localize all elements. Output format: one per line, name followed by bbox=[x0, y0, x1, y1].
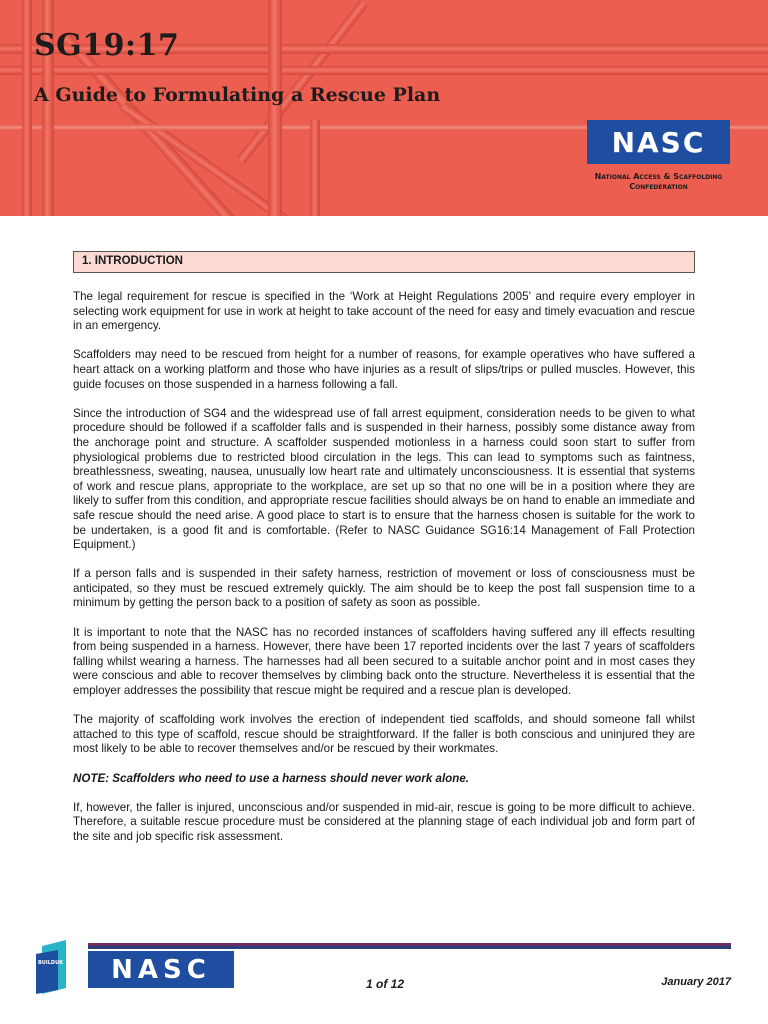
paragraph: If a person falls and is suspended in their safety harness, restriction of movement or loss of consciousness must be anticipated, so they must be rescued extremely quickly. The aim should be to keep the post fall suspension time to a minimum by getting the person back to a position of safety as soon as possible. bbox=[73, 567, 695, 610]
badge-label: BUILDUK bbox=[38, 960, 64, 966]
paragraph: The majority of scaffolding work involves the erection of independent tied scaffolds, and should someone fall whilst attached to this type of scaffold, rescue should be straightforward. If the faller is both conscious and uninjured they are most likely to be able to recover themselves and/or be rescued by their workmates. bbox=[73, 713, 695, 756]
header-banner bbox=[0, 0, 768, 216]
safety-note: NOTE: Scaffolders who need to use a harness should never work alone. bbox=[73, 771, 470, 785]
scaffold-pipe bbox=[22, 0, 32, 216]
nasc-logo: NASC bbox=[587, 120, 730, 164]
builduk-badge-icon bbox=[36, 940, 68, 996]
scaffold-pipe bbox=[310, 120, 320, 216]
scaffold-pipe bbox=[0, 66, 768, 75]
paragraph: Since the introduction of SG4 and the widespread use of fall arrest equipment, consideration needs to be given to what procedure should be followed if a scaffolder falls and is suspended in their harness, possibly some distance away from the anchorage point and structure. A scaffolder suspended motionless in a harness could soon start to suffer from physiological problems due to restricted blood circulation in the legs. This can lead to symptoms such as faintness, breathlessness, sweating, nausea, unusually low heart rate and ultimately unconsciousness. It is essential that systems of work and rescue plans, appropriate to the workplace, are set up so that no one will be in a position where they are likely to suffer from this condition, and appropriate rescue facilities should always be on hand to enable an immediate and safe rescue should the need arise. A good place to start is to ensure that the harness chosen is suitable for the work to be undertaken, is a good fit and is comfortable. (Refer to NASC Guidance SG16:14 Management of Fall Protection Equipment.) bbox=[73, 406, 695, 552]
nasc-logo-subtitle bbox=[587, 172, 730, 192]
paragraph: It is important to note that the NASC has no recorded instances of scaffolders having suffered any ill effects resulting from being suspended in a harness. However, there have been 17 reported incidents over the last 7 years of scaffolders falling whilst wearing a harness. The harnesses had all been secured to a suitable anchor point and in most cases they were conscious and able to recover themselves by climbing back onto the structure. Nevertheless it is essential that the employer addresses the possibility that rescue might be required and a rescue plan is developed. bbox=[73, 625, 695, 698]
paragraph: The legal requirement for rescue is specified in the ‘Work at Height Regulations 2005’ and require every employer in selecting work equipment for use in work at height to take account of the need for easy and timely evacuation and rescue in an emergency. bbox=[73, 290, 695, 333]
nasc-subtitle-line1: National Access & Scaffolding bbox=[594, 172, 723, 181]
scaffold-pipe bbox=[268, 0, 282, 216]
paragraph: If, however, the faller is injured, unconscious and/or suspended in mid-air, rescue is going to be more difficult to achieve. Therefore, a suitable rescue procedure must be considered at the planning stage of each individual job and form part of the site and job specific risk assessment. bbox=[73, 800, 695, 843]
document-code: SG19:17 bbox=[34, 28, 180, 63]
scaffold-pipe bbox=[237, 0, 368, 164]
footer-date: January 2017 bbox=[661, 976, 731, 988]
body-content bbox=[73, 290, 695, 859]
paragraph: Scaffolders may need to be rescued from height for a number of reasons, for example operatives who have suffered a heart attack on a working platform and those who have injuries as a result of slips/trips or pulled muscles. However, this guide focuses on those suspended in a harness following a fall. bbox=[73, 348, 695, 391]
section-heading-introduction: 1. INTRODUCTION bbox=[73, 251, 695, 273]
nasc-subtitle-line2: Confederation bbox=[629, 182, 688, 191]
footer-nasc-logo: NASC bbox=[88, 951, 234, 988]
document-title: A Guide to Formulating a Rescue Plan bbox=[34, 84, 441, 106]
page-number: 1 of 12 bbox=[365, 977, 404, 991]
footer-divider bbox=[88, 943, 731, 949]
